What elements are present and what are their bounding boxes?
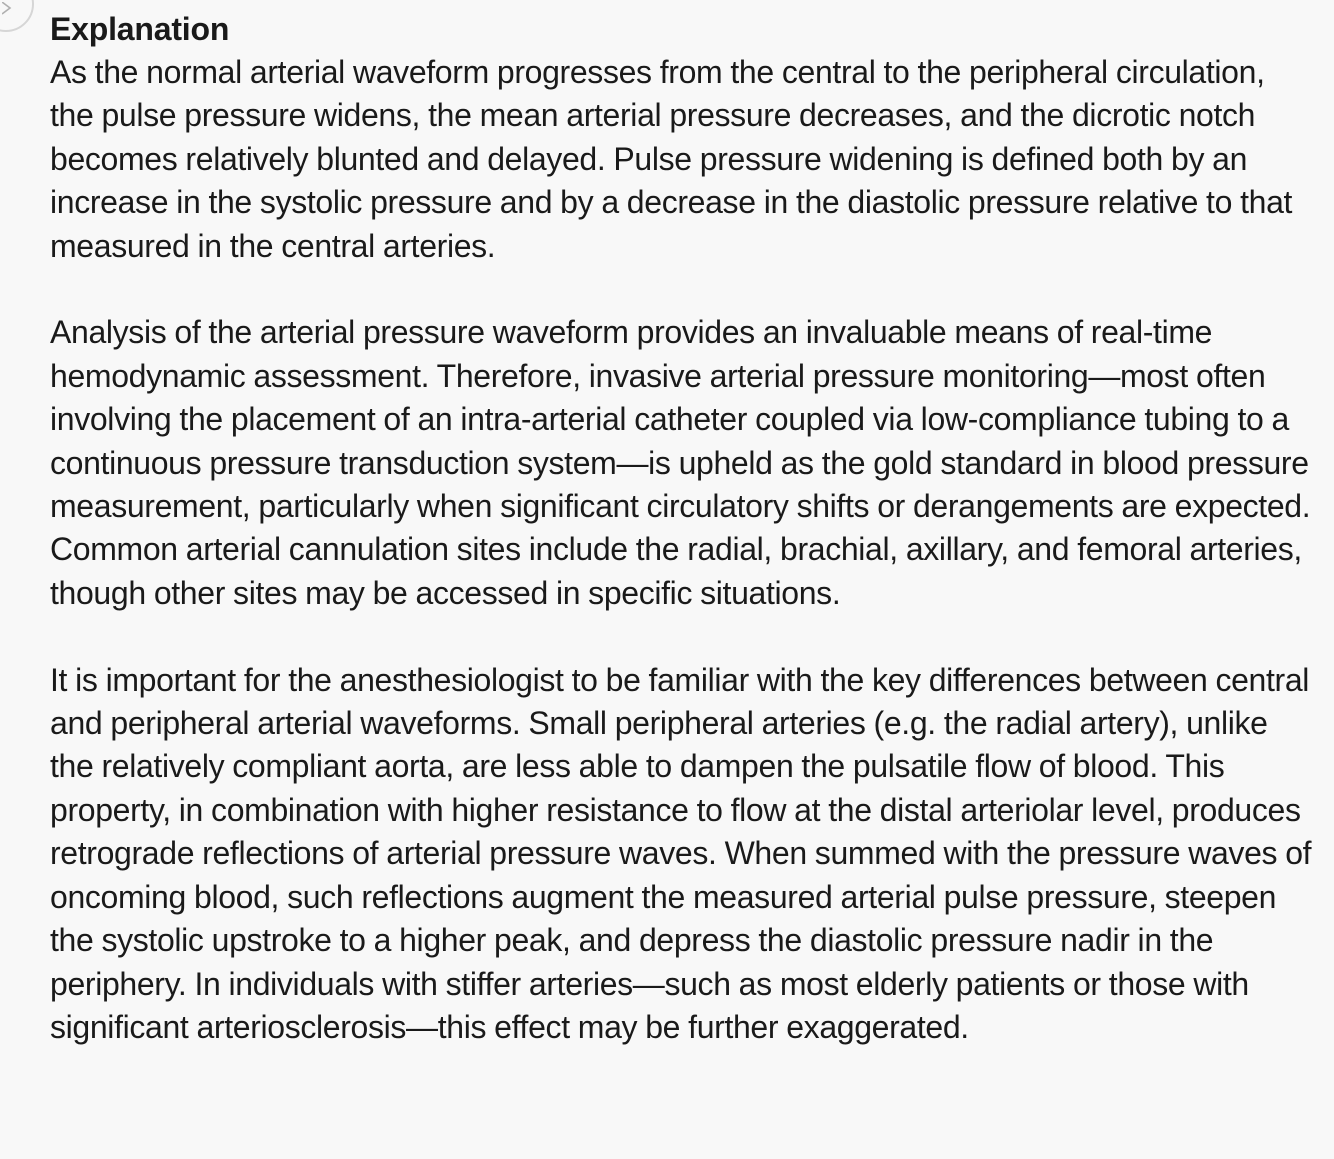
explanation-heading: Explanation (50, 11, 230, 47)
chevron-right-icon (2, 2, 16, 16)
explanation-section (50, 8, 1312, 1049)
nav-arrow-button[interactable] (0, 0, 34, 32)
explanation-paragraph-2: Analysis of the arterial pressure waveform provides an invaluable means of real-time hemodynamic assessment. Therefore, invasive arterial pressure monitoring—most often involving the placement of an intra-arterial catheter coupled via low-compliance tubing to a continuous pressure transduction system—is upheld as the gold standard in blood pressure measurement, particularly when significant circulatory shifts or derangements are expected. Common arterial cannulation sites include the radial, brachial, axillary, and femoral arteries, though other sites may be accessed in specific situations. (50, 314, 1311, 611)
explanation-paragraph-1: As the normal arterial waveform progresses from the central to the peripheral circulation, the pulse pressure widens, the mean arterial pressure decreases, and the dicrotic notch becomes relatively blunted and delayed. Pulse pressure widening is defined both by an increase in the systolic pressure and by a decrease in the diastolic pressure relative to that measured in the central arteries. (50, 54, 1293, 264)
explanation-paragraph-3: It is important for the anesthesiologist to be familiar with the key differences between central and peripheral arterial waveforms. Small peripheral arteries (e.g. the radial artery), unlike the relatively compliant aorta, are less able to dampen the pulsatile flow of blood. This property, in combination with higher resistance to flow at the distal arteriolar level, produces retrograde reflections of arterial pressure waves. When summed with the pressure waves of oncoming blood, such reflections augment the measured arterial pulse pressure, steepen the systolic upstroke to a higher peak, and depress the diastolic pressure nadir in the periphery. In individuals with stiffer arteries—such as most elderly patients or those with significant arteriosclerosis—this effect may be further exaggerated. (50, 661, 1312, 1045)
